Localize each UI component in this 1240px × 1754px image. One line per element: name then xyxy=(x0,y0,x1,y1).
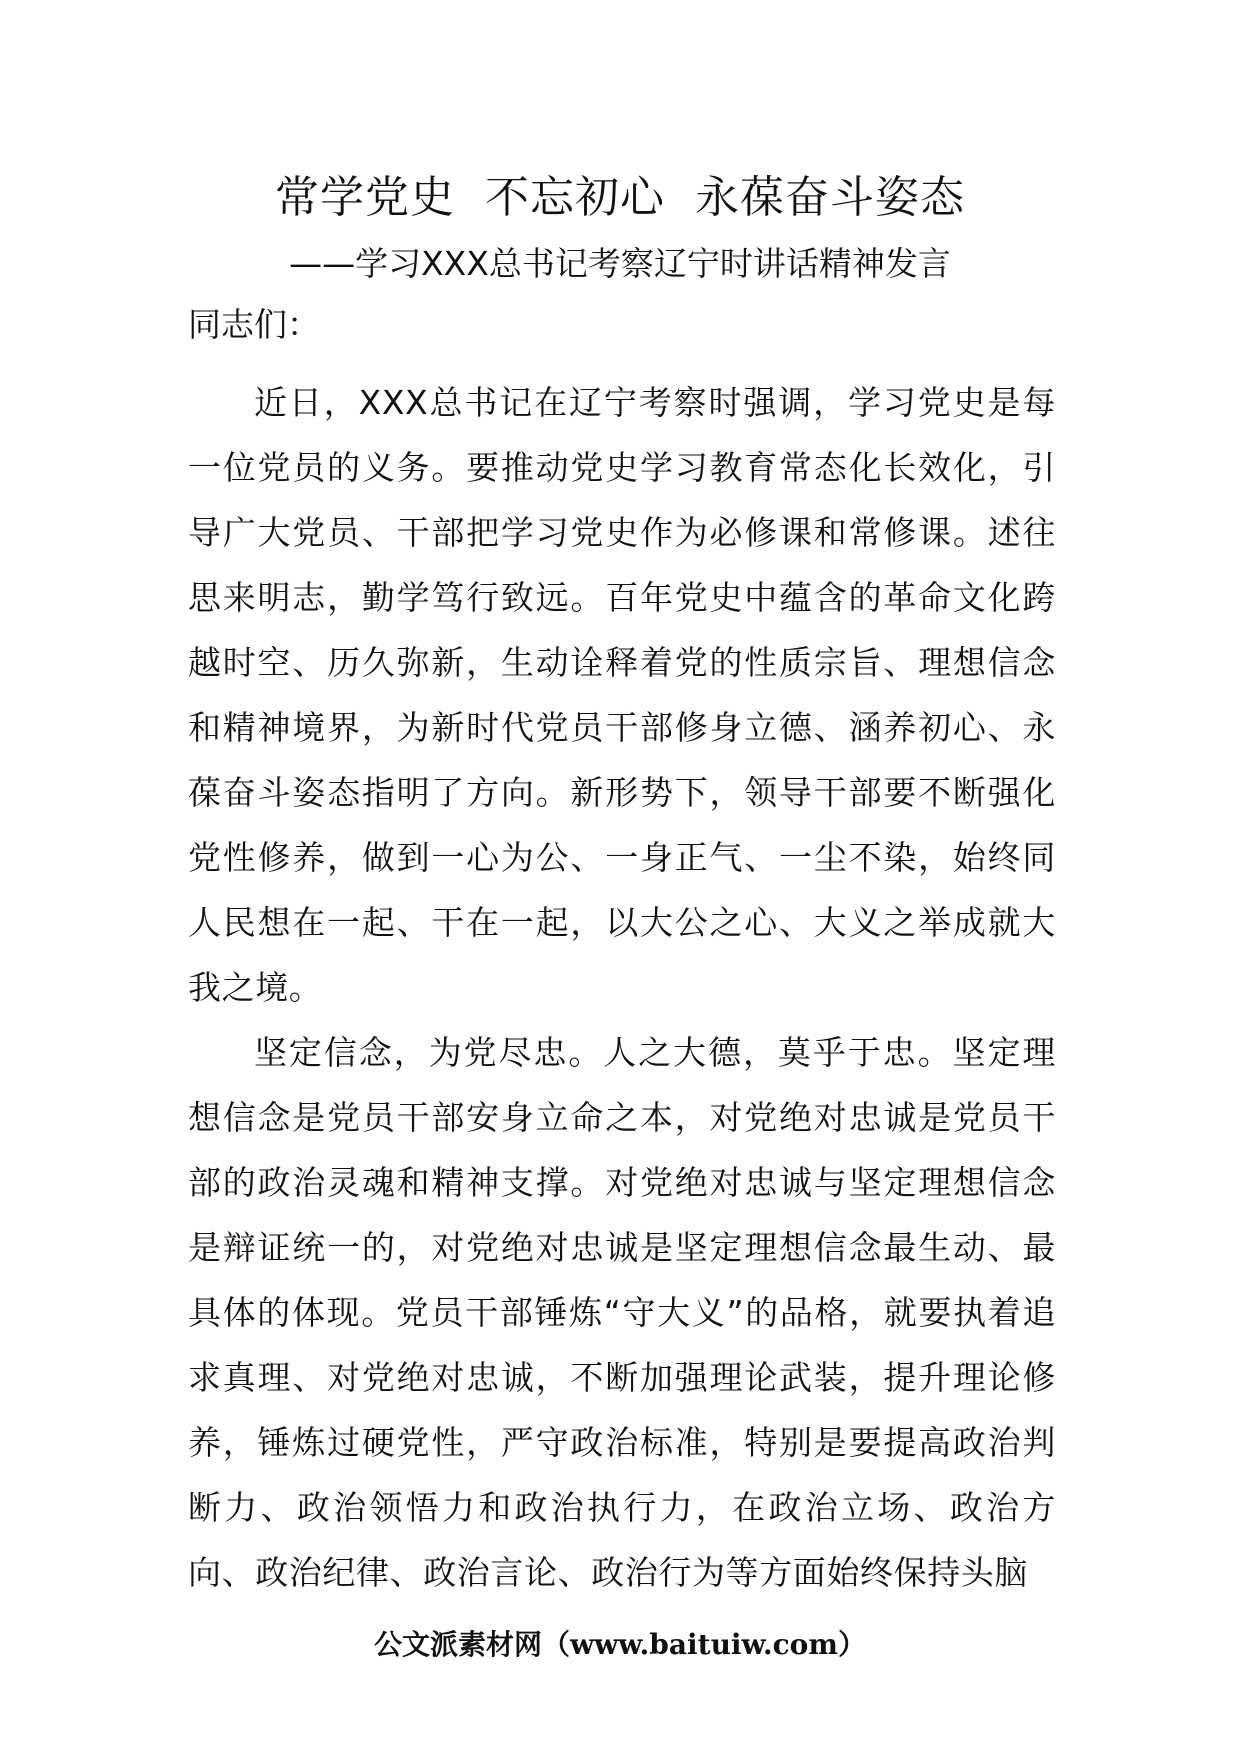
document-subtitle: ——学习XXX总书记考察辽宁时讲话精神发言 xyxy=(289,244,951,283)
paragraph: 坚定信念，为党尽忠。人之大德，莫乎于忠。坚定理想信念是党员干部安身立命之本，对党绝对忠诚是党员干部的政治灵魂和精神支撑。对党绝对忠诚与坚定理想信念是辩证统一的，对党绝对忠诚是坚定理想信念最生动、最具体的体现。党员干部锤炼“守大义”的品格，就要执着追求真理、对党绝对忠诚，不断加强理论武装，提升理论修养，锤炼过硬党性，严守政治标准，特别是要提高政治判断力、政治领悟力和政治执行力，在政治立场、政治方向、政治纪律、政治言论、政治行为等方面始终保持头脑 xyxy=(188,1033,1056,1592)
paragraph: 近日，XXX总书记在辽宁考察时强调，学习党史是每一位党员的义务。要推动党史学习教育常态化长效化，引导广大党员、干部把学习党史作为必修课和常修课。述往思来明志，勤学笃行致远。百年党史中蕴含的革命文化跨越时空、历久弥新，生动诠释着党的性质宗旨、理想信念和精神境界，为新时代党员干部修身立德、涵养初心、永葆奋斗姿态指明了方向。新形势下，领导干部要不断强化党性修养，做到一心为公、一身正气、一尘不染，始终同人民想在一起、干在一起，以大公之心、大义之举成就大我之境。 xyxy=(188,383,1056,1007)
document-body xyxy=(188,370,1056,1605)
footer-watermark: 公文派素材网（www.baituiw.com） xyxy=(374,1628,866,1661)
document-title: 常学党史 不忘初心 永葆奋斗姿态 xyxy=(275,172,965,223)
greeting: 同志们： xyxy=(188,305,320,344)
